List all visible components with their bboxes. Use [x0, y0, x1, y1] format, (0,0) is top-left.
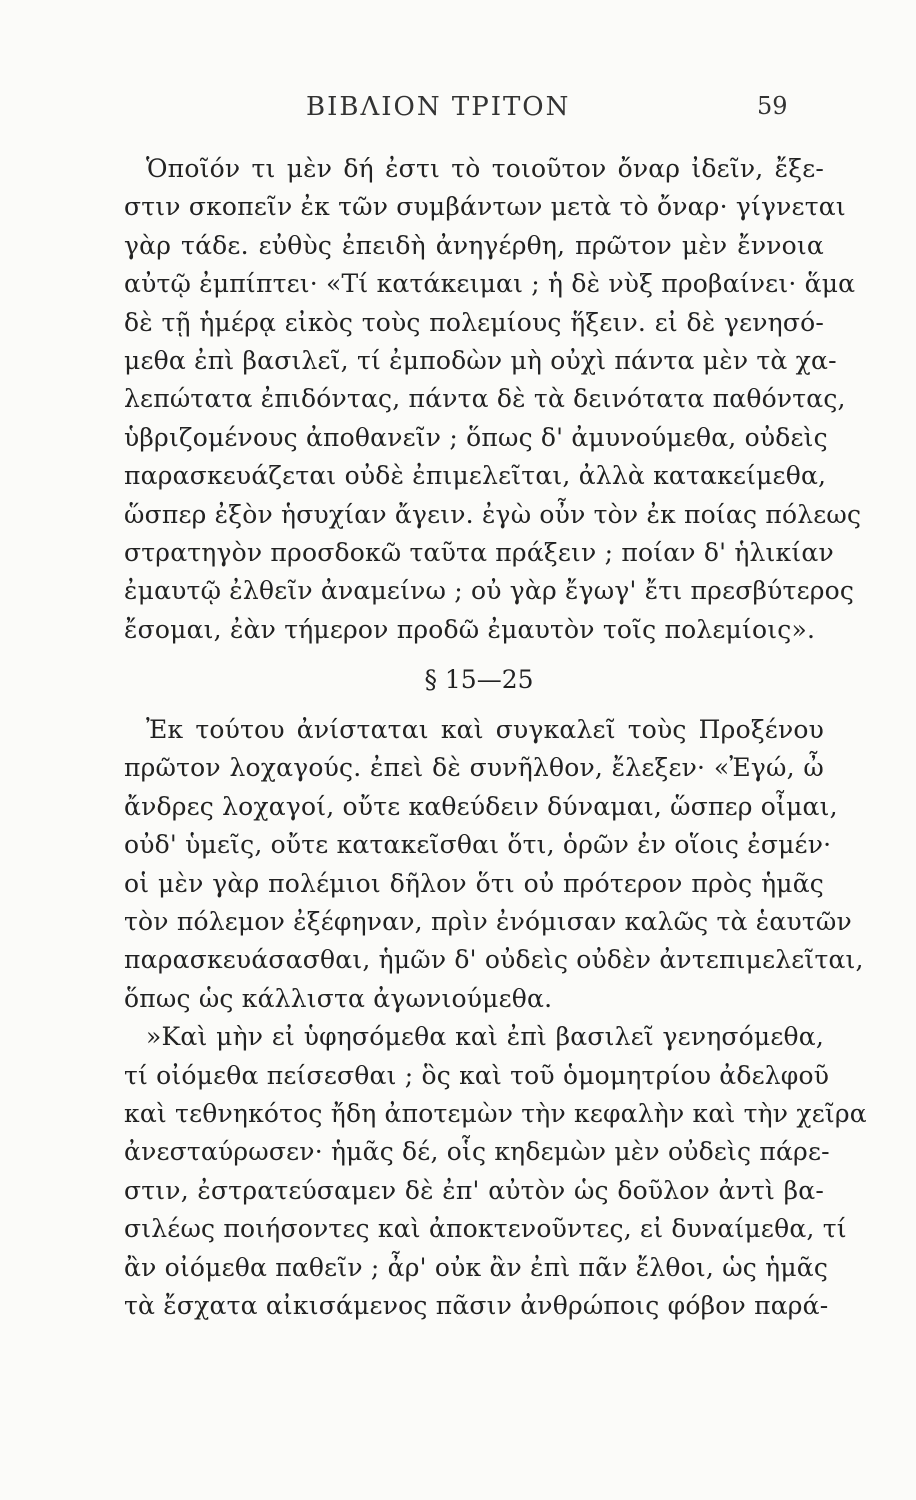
text-line: Ἐκ τούτου ἀνίσταται καὶ συγκαλεῖ τοὺς Προξένου [146, 715, 824, 745]
text-line: στιν σκοπεῖν ἐκ τῶν συμβάντων μετὰ τὸ ὄναρ· γίγνεται [124, 192, 846, 222]
text-line: παρασκευάζεται οὐδὲ ἐπιμελεῖται, ἀλλὰ κατακείμεθα, [124, 461, 827, 491]
text-line: σιλέως ποιήσοντες καὶ ἀποκτενοῦντες, εἰ δυναίμεθα, τί [124, 1214, 847, 1244]
text-line: τὸν πόλεμον ἐξέφηναν, πρὶν ἐνόμισαν καλῶς τὰ ἑαυτῶν [124, 907, 852, 937]
running-title: ΒΙΒΛΙΟΝ ΤΡΙΤΟΝ [306, 92, 571, 122]
text-line: λεπώτατα ἐπιδόντας, πάντα δὲ τὰ δεινότατα παθόντας, [124, 384, 846, 414]
text-line: ἔσομαι, ἐὰν τήμερον προδῶ ἐμαυτὸν τοῖς πολεμίοις». [124, 614, 816, 644]
body-text [124, 150, 867, 1325]
text-line: ἂν οἰόμεθα παθεῖν ; ἆρ' οὐκ ἂν ἐπὶ πᾶν ἔλθοι, ὡς ἡμᾶς [124, 1252, 829, 1282]
section-heading: § 15—25 [424, 665, 534, 695]
text-line: Ὁποῖόν τι μὲν δή ἐστι τὸ τοιοῦτον ὄναρ ἰδεῖν, ἔξε- [146, 154, 824, 183]
text-line: γὰρ τάδε. εὐθὺς ἐπειδὴ ἀνηγέρθη, πρῶτον μὲν ἔννοια [124, 230, 824, 260]
text-line: στιν, ἐστρατεύσαμεν δὲ ἐπ' αὐτὸν ὡς δοῦλον ἀντὶ βα- [124, 1175, 824, 1205]
page-number: 59 [757, 92, 788, 120]
text-line: οἱ μὲν γὰρ πολέμιοι δῆλον ὅτι οὐ πρότερον πρὸς ἡμᾶς [124, 868, 824, 898]
text-line: οὐδ' ὑμεῖς, οὔτε κατακεῖσθαι ὅτι, ὁρῶν ἐν οἵοις ἐσμέν· [124, 830, 832, 860]
text-line: ὑβριζομένους ἀποθανεῖν ; ὅπως δ' ἀμυνούμεθα, οὐδεὶς [124, 422, 828, 452]
text-line: ὥσπερ ἐξὸν ἡσυχίαν ἄγειν. ἐγὼ οὖν τὸν ἐκ ποίας πόλεως [124, 499, 862, 529]
paragraph-2 [124, 711, 864, 1018]
text-line: ἐμαυτῷ ἐλθεῖν ἀναμείνω ; οὐ γὰρ ἔγωγ' ἔτι πρεσβύτερος [124, 576, 855, 606]
text-line: μεθα ἐπὶ βασιλεῖ, τί ἐμποδὼν μὴ οὐχὶ πάντα μὲν τὰ χα- [124, 345, 837, 375]
text-line: παρασκευάσασθαι, ἡμῶν δ' οὐδεὶς οὐδὲν ἀντεπιμελεῖται, [124, 945, 864, 975]
text-line: πρῶτον λοχαγούς. ἐπεὶ δὲ συνῆλθον, ἔλεξεν· «Ἐγώ, ὦ [124, 753, 824, 783]
paragraph-1 [124, 150, 862, 649]
running-header [0, 92, 916, 132]
text-line: αὐτῷ ἐμπίπτει· «Τί κατάκειμαι ; ἡ δὲ νὺξ προβαίνει· ἅμα [124, 269, 856, 299]
text-line: τί οἰόμεθα πείσεσθαι ; ὃς καὶ τοῦ ὁμομητρίου ἀδελφοῦ [124, 1060, 830, 1090]
text-line: καὶ τεθνηκότος ἤδη ἀποτεμὼν τὴν κεφαλὴν καὶ τὴν χεῖρα [124, 1098, 867, 1128]
text-line: »Καὶ μὴν εἰ ὑφησόμεθα καὶ ἐπὶ βασιλεῖ γενησόμεθα, [146, 1022, 824, 1052]
text-line: δὲ τῇ ἡμέρᾳ εἰκὸς τοὺς πολεμίους ἥξειν. εἰ δὲ γενησό- [124, 307, 824, 337]
paragraph-3 [124, 1018, 867, 1325]
text-line: ἀνεσταύρωσεν· ἡμᾶς δέ, οἷς κηδεμὼν μὲν οὐδεὶς πάρε- [124, 1137, 830, 1167]
text-line: ὅπως ὡς κάλλιστα ἀγωνιούμεθα. [124, 983, 553, 1013]
text-line: στρατηγὸν προσδοκῶ ταῦτα πράξειν ; ποίαν δ' ἡλικίαν [124, 537, 834, 567]
text-line: ἄνδρες λοχαγοί, οὔτε καθεύδειν δύναμαι, ὥσπερ οἶμαι, [124, 791, 838, 821]
text-line: τὰ ἔσχατα αἰκισάμενος πᾶσιν ἀνθρώποις φόβον παρά- [124, 1290, 829, 1320]
